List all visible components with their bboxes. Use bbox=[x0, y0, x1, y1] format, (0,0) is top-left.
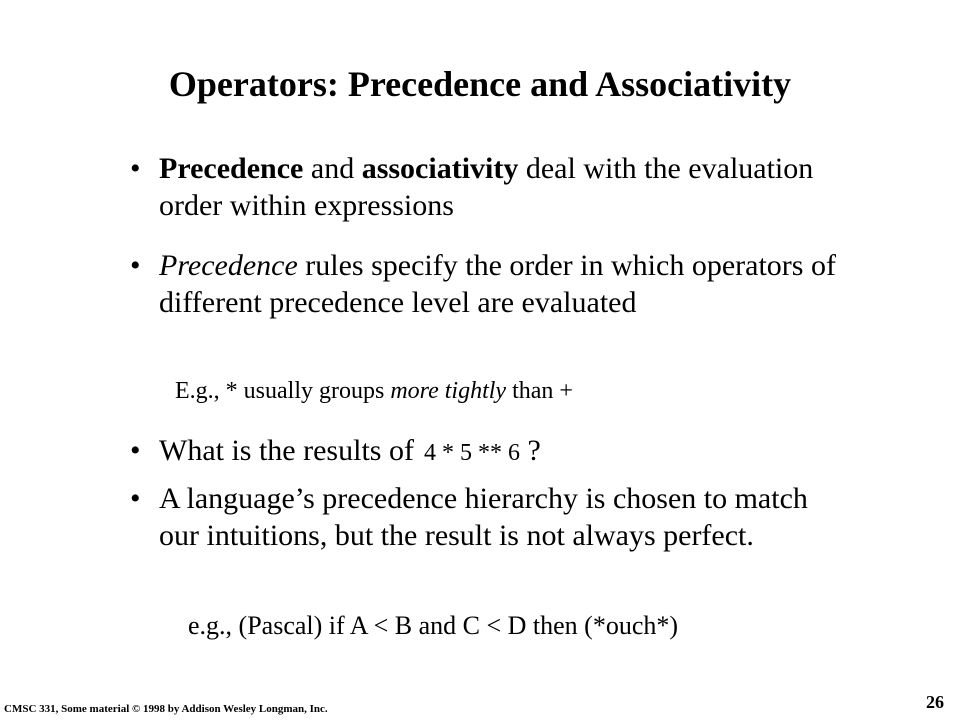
example-italic: more tightly bbox=[390, 378, 507, 404]
example-text-part: than + bbox=[506, 378, 573, 404]
example-pascal: e.g., (Pascal) if A < B and C < D then (*ouch*) bbox=[188, 611, 679, 640]
bullet-marker: • bbox=[130, 434, 141, 467]
bullet-text-part: rules specify the order in which operators of different precedence level are evaluated bbox=[159, 249, 836, 319]
expression-code: 4 * 5 ** 6 bbox=[423, 440, 520, 466]
bullet-text bbox=[159, 150, 849, 224]
bullet-text: A language’s precedence hierarchy is chosen to match our intuitions, but the result is not always perfect. bbox=[159, 482, 808, 552]
bold-term-associativity: associativity bbox=[361, 152, 519, 185]
footer-copyright: CMSC 331, Some material © 1998 by Addison Wesley Longman, Inc. bbox=[4, 703, 328, 715]
bold-term-precedence: Precedence bbox=[159, 152, 304, 185]
bullet-marker: • bbox=[130, 482, 141, 515]
bullet-text-part: and bbox=[303, 152, 362, 185]
bullet-marker: • bbox=[130, 152, 141, 185]
bullet-text bbox=[159, 432, 849, 472]
bullet-text-part: What is the results of bbox=[159, 434, 414, 467]
example-text-part: E.g., * usually groups bbox=[175, 378, 391, 404]
bullet-text-part: ? bbox=[519, 434, 541, 467]
bullet-text-part: deal with the evaluation order within expressions bbox=[159, 152, 814, 222]
bullet-text bbox=[159, 247, 849, 321]
slide-title: Operators: Precedence and Associativity bbox=[168, 64, 792, 104]
page-number: 26 bbox=[926, 692, 944, 712]
example-tightly bbox=[175, 376, 573, 406]
italic-term-precedence: Precedence bbox=[159, 249, 298, 282]
bullet-marker: • bbox=[130, 249, 141, 282]
